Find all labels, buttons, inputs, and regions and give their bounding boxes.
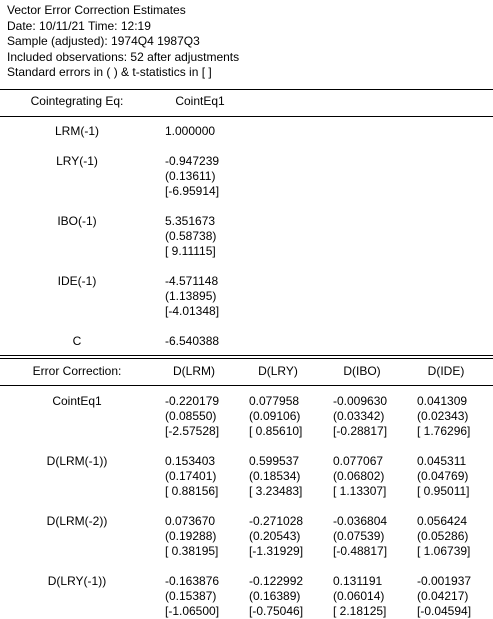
std-error-value: (0.02343) <box>417 409 469 423</box>
coefficient-value: 0.041309 <box>417 394 468 408</box>
divider <box>0 89 493 90</box>
row-label: LRY(-1) <box>56 154 98 168</box>
std-error-value: (0.15387) <box>165 589 217 603</box>
row-label: CointEq1 <box>52 394 102 408</box>
t-stat-value: [ 9.11115] <box>165 244 216 258</box>
coint-header-label: Cointegrating Eq: <box>30 94 124 108</box>
header-observations: Included observations: 52 after adjustments <box>7 49 240 64</box>
row-label: D(LRM(-1)) <box>46 454 108 468</box>
std-error-value: (0.17401) <box>165 469 217 483</box>
std-error-value: (0.18534) <box>249 469 301 483</box>
coefficient-value: -0.001937 <box>417 574 472 588</box>
coefficient-value: -0.009630 <box>333 394 388 408</box>
column-header: D(LRM) <box>173 364 215 378</box>
divider <box>0 116 493 117</box>
t-stat-value: [ 0.95011] <box>417 484 470 498</box>
std-error-value: (0.09106) <box>249 409 301 423</box>
coefficient-value: 0.073670 <box>165 514 216 528</box>
estimation-header <box>7 3 239 81</box>
column-header: D(IBO) <box>343 364 381 378</box>
coefficient-value: 1.000000 <box>165 124 216 138</box>
header-date: Date: 10/11/21 Time: 12:19 <box>7 18 151 33</box>
std-error-value: (0.20543) <box>249 529 301 543</box>
std-error-value: (0.06802) <box>333 469 385 483</box>
std-error-value: (0.16389) <box>249 589 301 603</box>
t-stat-value: [-2.57528] <box>165 424 220 438</box>
t-stat-value: [-4.01348] <box>165 304 220 318</box>
t-stat-value: [ 1.13307] <box>333 484 387 498</box>
coefficient-value: -0.163876 <box>165 574 220 588</box>
t-stat-value: [-0.75046] <box>249 604 304 618</box>
std-error-value: (0.03342) <box>333 409 385 423</box>
std-error-value: (0.13611) <box>165 169 216 183</box>
t-stat-value: [-0.48817] <box>333 544 388 558</box>
row-label: IBO(-1) <box>57 214 97 228</box>
coefficient-value: 0.599537 <box>249 454 300 468</box>
column-header: D(IDE) <box>427 364 465 378</box>
t-stat-value: [-1.31929] <box>249 544 304 558</box>
std-error-value: (0.06014) <box>333 589 385 603</box>
coefficient-value: 0.077958 <box>249 394 300 408</box>
std-error-value: (0.07539) <box>333 529 385 543</box>
t-stat-value: [-0.04594] <box>417 604 472 618</box>
coefficient-value: 0.153403 <box>165 454 216 468</box>
t-stat-value: [ 1.76296] <box>417 424 471 438</box>
std-error-value: (0.08550) <box>165 409 217 423</box>
t-stat-value: [-1.06500] <box>165 604 220 618</box>
header-title: Vector Error Correction Estimates <box>7 3 186 17</box>
t-stat-value: [ 0.38195] <box>165 544 219 558</box>
t-stat-value: [ 0.85610] <box>249 424 303 438</box>
divider <box>0 385 493 386</box>
std-error-value: (0.05286) <box>417 529 469 543</box>
std-error-value: (0.19288) <box>165 529 217 543</box>
coefficient-value: -0.122992 <box>249 574 304 588</box>
coefficient-value: 0.045311 <box>417 454 467 468</box>
row-label: C <box>72 334 82 348</box>
std-error-value: (1.13895) <box>165 289 217 303</box>
header-note: Standard errors in ( ) & t-statistics in [ ] <box>7 65 212 79</box>
row-label: LRM(-1) <box>55 124 99 138</box>
t-stat-value: [ 2.18125] <box>333 604 387 618</box>
t-stat-value: [ 1.06739] <box>417 544 471 558</box>
coefficient-value: -0.036804 <box>333 514 388 528</box>
coefficient-value: -0.947239 <box>165 154 220 168</box>
std-error-value: (0.04217) <box>417 589 469 603</box>
t-stat-value: [ 0.88156] <box>165 484 219 498</box>
coint-header-col: CointEq1 <box>175 94 225 108</box>
coefficient-value: -0.220179 <box>165 394 220 408</box>
std-error-value: (0.58738) <box>165 229 217 243</box>
ec-header-label: Error Correction: <box>32 364 122 378</box>
std-error-value: (0.04769) <box>417 469 469 483</box>
coefficient-value: -4.571148 <box>165 274 219 288</box>
divider <box>0 355 493 359</box>
coefficient-value: 0.056424 <box>417 514 468 528</box>
header-sample: Sample (adjusted): 1974Q4 1987Q3 <box>7 34 200 48</box>
row-label: D(LRY(-1)) <box>47 574 107 588</box>
coefficient-value: 5.351673 <box>165 214 216 228</box>
row-label: D(LRM(-2)) <box>46 514 108 528</box>
coefficient-value: -6.540388 <box>165 334 220 348</box>
t-stat-value: [ 3.23483] <box>249 484 303 498</box>
coefficient-value: -0.271028 <box>249 514 304 528</box>
column-header: D(LRY) <box>258 364 298 378</box>
t-stat-value: [-6.95914] <box>165 184 220 198</box>
row-label: IDE(-1) <box>57 274 97 288</box>
t-stat-value: [-0.28817] <box>333 424 388 438</box>
coefficient-value: 0.077067 <box>333 454 384 468</box>
coefficient-value: 0.131191 <box>333 574 383 588</box>
